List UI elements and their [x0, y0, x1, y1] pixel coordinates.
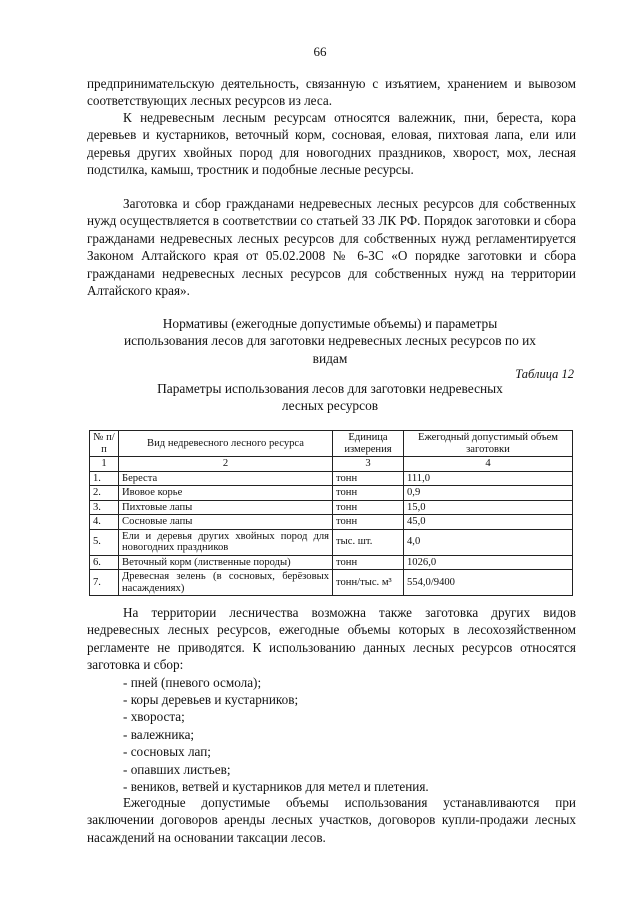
- table-row: [90, 486, 573, 501]
- table-row: [90, 555, 573, 570]
- header-resource: Вид недревесного лесного ресурса: [119, 431, 333, 457]
- row-num: 1.: [90, 471, 119, 486]
- resources-paragraph: [87, 109, 576, 179]
- table-row: [90, 500, 573, 515]
- table-row: [90, 471, 573, 486]
- table-title: Параметры использования лесов для заготовки недревесных лесных ресурсов: [157, 381, 503, 414]
- row-volume: 554,0/9400: [404, 570, 573, 596]
- column-number: 2: [119, 457, 333, 472]
- column-number: 4: [404, 457, 573, 472]
- row-num: 2.: [90, 486, 119, 501]
- row-resource: Пихтовые лапы: [119, 500, 333, 515]
- list-item: - веников, ветвей и кустарников для метел и плетения.: [123, 779, 429, 795]
- procurement-paragraph-text: Заготовка и сбор гражданами недревесных лесных ресурсов для собственных нужд осуществляется в соответствии со статьей 33 ЛК РФ. Порядок заготовки и сбора гражданами недревесных лесных ресурсов для собственных нужд регламентируется Законом Алтайского края от 05.02.2008 № 6-ЗС «О порядке заготовки и сбора гражданами недревесных лесных ресурсов для собственных нужд на территории Алтайского края».: [87, 196, 576, 299]
- table-column-numbers-row: [90, 457, 573, 472]
- other-resources-paragraph: На территории лесничества возможна также заготовка других видов недревесных лесных ресурсов, ежегодные объемы которых в лесохозяйственном регламенте не приводятся. К использованию данных лесных ресурсов относятся заготовка и сбор:: [87, 605, 576, 673]
- table-header-row: [90, 431, 573, 457]
- row-num: 5.: [90, 529, 119, 555]
- row-unit: тонн: [333, 500, 404, 515]
- row-volume: 4,0: [404, 529, 573, 555]
- row-volume: 111,0: [404, 471, 573, 486]
- row-num: 3.: [90, 500, 119, 515]
- other-resources-section: [87, 604, 576, 795]
- column-number: 3: [333, 457, 404, 472]
- row-unit: тыс. шт.: [333, 529, 404, 555]
- header-volume: Ежегодный допустимый объем заготовки: [404, 431, 573, 457]
- row-unit: тонн: [333, 486, 404, 501]
- row-unit: тонн/тыс. м³: [333, 570, 404, 596]
- resources-paragraph-text: К недревесным лесным ресурсам относятся валежник, пни, береста, кора деревьев и кустарников, веточный корм, сосновая, еловая, пихтовая лапа, ели или деревья других хвойных пород для новогодних праздников, хворост, мох, лесная подстилка, камыш, тростник и подобные лесные ресурсы.: [87, 110, 576, 178]
- row-resource: Древесная зелень (в сосновых, берёзовых насаждениях): [119, 570, 333, 596]
- table-row: [90, 570, 573, 596]
- list-item: - хвороста;: [123, 709, 185, 725]
- intro-paragraph: [87, 75, 576, 110]
- page-number: 66: [313, 44, 327, 59]
- row-resource: Береста: [119, 471, 333, 486]
- closing-section: [87, 794, 576, 846]
- header-unit: Единица измерения: [333, 431, 404, 457]
- row-unit: тонн: [333, 515, 404, 530]
- table-row: [90, 515, 573, 530]
- row-unit: тонн: [333, 555, 404, 570]
- list-item: - коры деревьев и кустарников;: [123, 692, 299, 708]
- row-num: 7.: [90, 570, 119, 596]
- row-volume: 0,9: [404, 486, 573, 501]
- other-resources-list: [87, 674, 576, 796]
- table-label: Таблица 12: [515, 367, 574, 381]
- row-num: 4.: [90, 515, 119, 530]
- list-item: - сосновых лап;: [123, 744, 211, 760]
- row-volume: 45,0: [404, 515, 573, 530]
- column-number: 1: [90, 457, 119, 472]
- intro-paragraph-text: предпринимательскую деятельность, связанную с изъятием, хранением и вывозом соответствующих лесных ресурсов из леса.: [87, 76, 576, 109]
- row-volume: 15,0: [404, 500, 573, 515]
- row-resource: Сосновые лапы: [119, 515, 333, 530]
- row-num: 6.: [90, 555, 119, 570]
- row-resource: Ели и деревья других хвойных пород для новогодних праздников: [119, 529, 333, 555]
- closing-paragraph: Ежегодные допустимые объемы использования устанавливаются при заключении договоров аренды лесных участков, договоров купли-продажи лесных насаждений на основании таксации лесов.: [87, 795, 576, 845]
- list-item: - опавших листьев;: [123, 761, 231, 777]
- list-item: - валежника;: [123, 726, 195, 742]
- row-resource: Веточный корм (лиственные породы): [119, 555, 333, 570]
- procurement-paragraph: [87, 195, 576, 299]
- list-item: - пней (пневого осмола);: [123, 674, 262, 690]
- row-volume: 1026,0: [404, 555, 573, 570]
- row-unit: тонн: [333, 471, 404, 486]
- section-heading: Нормативы (ежегодные допустимые объемы) и параметры использования лесов для заготовки недревесных лесных ресурсов по их видам: [124, 316, 536, 366]
- resources-table: [89, 430, 573, 596]
- table-row: [90, 529, 573, 555]
- header-num: № п/п: [90, 431, 119, 457]
- row-resource: Ивовое корье: [119, 486, 333, 501]
